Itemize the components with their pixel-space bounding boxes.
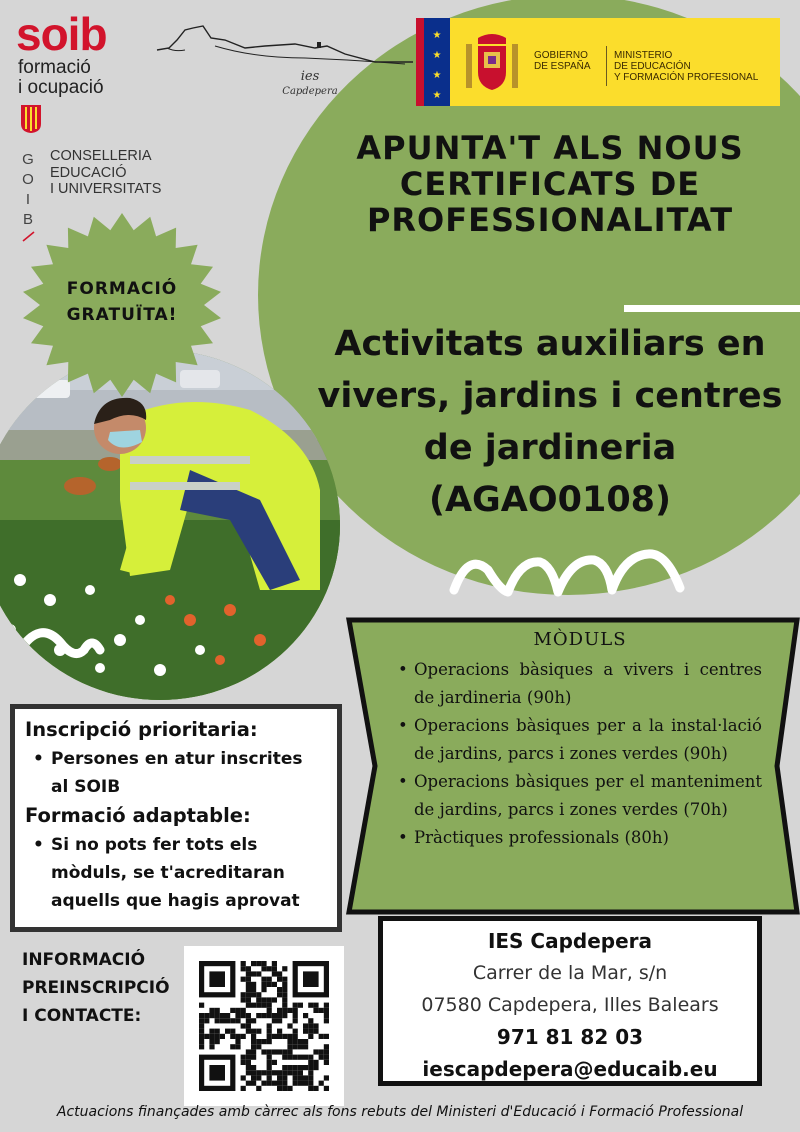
phone-number[interactable]: 971 81 82 03 [496, 1025, 644, 1049]
street-address: Carrer de la Mar, s/n [472, 962, 668, 984]
course-title: Activitats auxiliars en vivers, jardins i centres de jardineria (AGAO0108) [317, 324, 783, 520]
gov-left-text: GOBIERNO DE ESPAÑA [534, 50, 591, 72]
module-item: • Operacions bàsiques a vivers i centres de jardineria (90h) [398, 656, 762, 712]
gobierno-espana-logo [416, 18, 780, 106]
gov-right-text: MINISTERIO DE EDUCACIÓN Y FORMACIÓN PROFESIONAL [614, 50, 759, 83]
adaptable-heading: Formació adaptable: [25, 804, 251, 827]
module-item: • Operacions bàsiques per a la instal·lació de jardins, parcs i zones verdes (90h) [398, 712, 762, 768]
white-scribble-decoration [448, 540, 688, 610]
email-address[interactable]: iescapdepera@educaib.eu [422, 1057, 718, 1081]
svg-text:ies: ies [300, 69, 320, 84]
qr-code[interactable] [184, 946, 344, 1106]
enrollment-info-box [10, 704, 342, 932]
moduls-title: MÒDULS [533, 629, 627, 650]
contact-box [378, 916, 762, 1086]
svg-text:★: ★ [432, 90, 442, 101]
info-contact-label: INFORMACIÓ PREINSCRIPCIÓ I CONTACTE: [22, 950, 170, 1026]
spanish-coat-of-arms-icon [462, 30, 522, 96]
funding-footer: Actuacions finançades amb càrrec als fons rebuts del Ministeri d'Educació i Formació Professional [56, 1104, 744, 1120]
svg-text:Capdepera: Capdepera [282, 86, 338, 97]
school-name: IES Capdepera [487, 929, 653, 953]
headline: APUNTA'T ALS NOUS CERTIFICATS DE PROFESSIONALITAT [356, 129, 744, 239]
white-divider-line [624, 305, 800, 312]
city-address: 07580 Capdepera, Illes Balears [421, 994, 719, 1016]
priority-item: • Persones en atur inscrites al SOIB [25, 745, 329, 801]
balearic-flag-icon [20, 104, 42, 134]
free-training-badge-text: FORMACIÓ GRATUÏTA! [66, 279, 178, 325]
priority-heading: Inscripció prioritaria: [25, 718, 258, 741]
module-item: • Operacions bàsiques per el manteniment de jardins, parcs i zones verdes (70h) [398, 768, 762, 824]
ies-capdepera-logo [155, 18, 415, 98]
svg-text:★: ★ [432, 30, 442, 41]
module-item: • Pràctiques professionals (80h) [398, 824, 762, 852]
soib-logo-subtitle: formació i ocupació [18, 57, 104, 98]
svg-text:★: ★ [432, 70, 442, 81]
moduls-section [398, 626, 762, 852]
svg-text:★: ★ [432, 50, 442, 61]
soib-logo-wordmark: soib [16, 8, 107, 60]
adaptable-item: • Si no pots fer tots els mòduls, se t'acreditaran aquells que hagis aprovat [25, 831, 329, 915]
eu-flag-icon [416, 18, 450, 106]
